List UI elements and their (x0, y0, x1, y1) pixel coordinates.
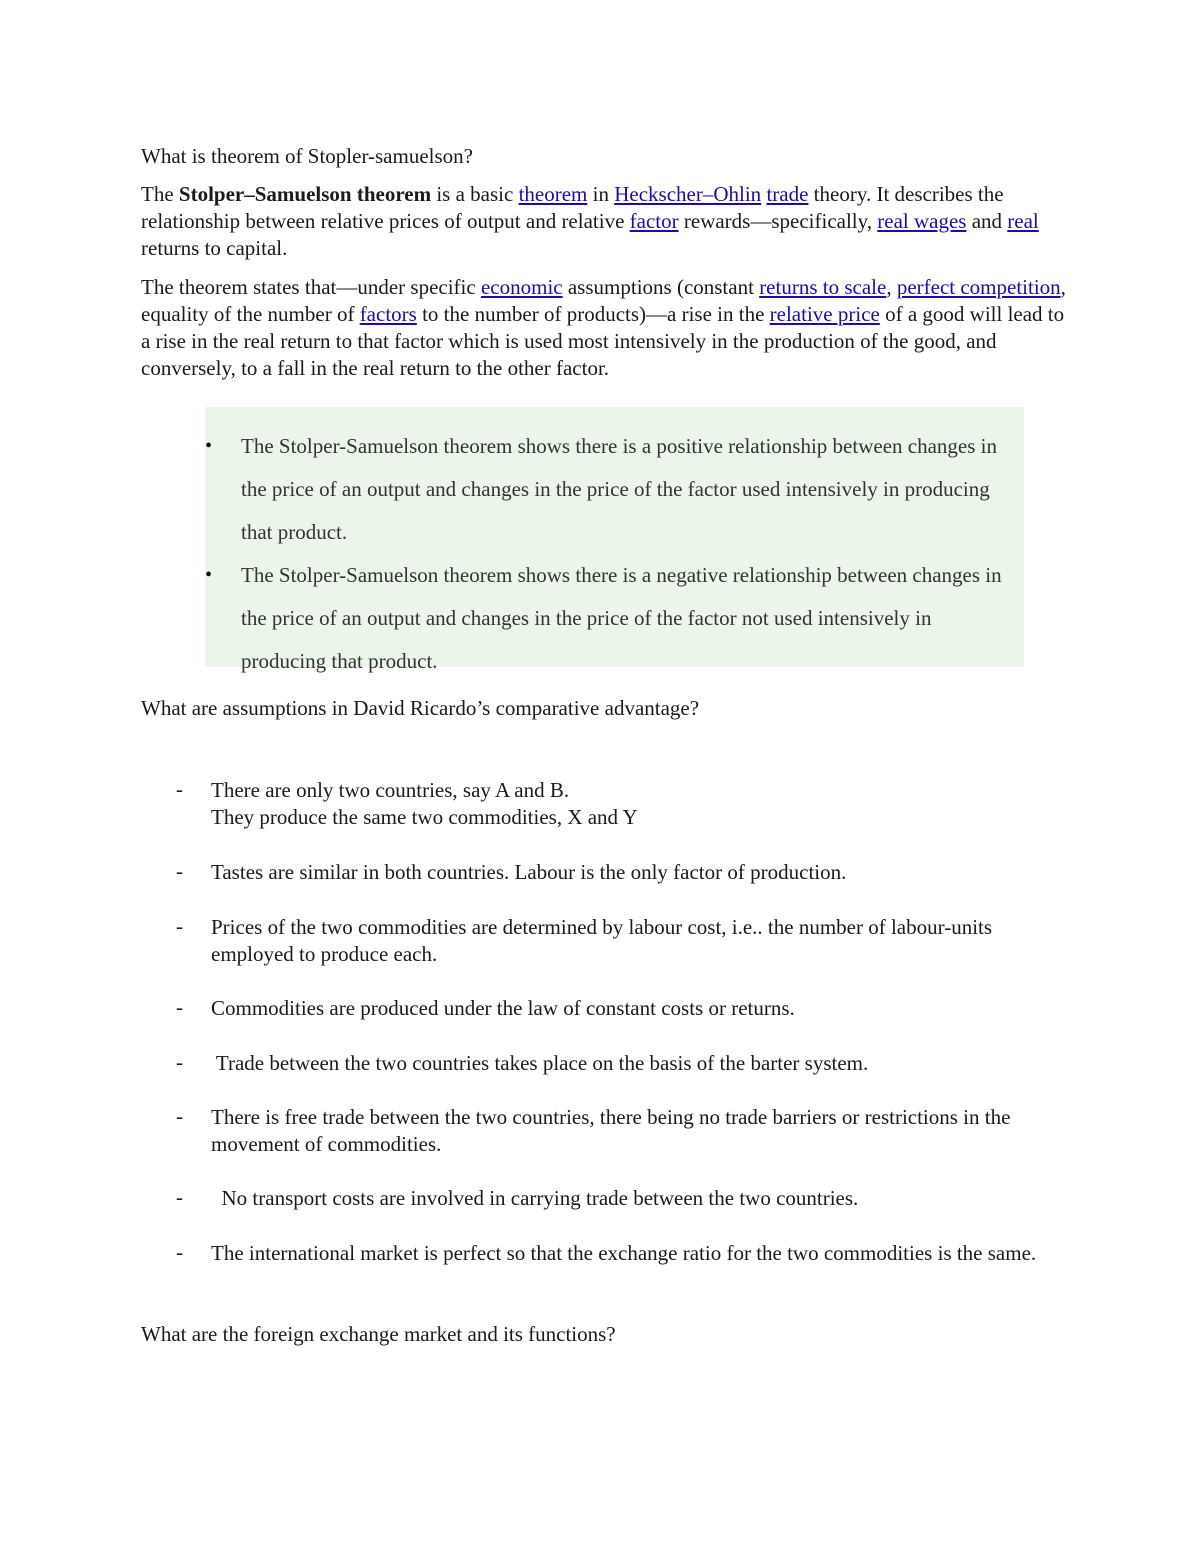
link-real-wages[interactable]: real wages (877, 209, 967, 233)
bullet-icon: • (205, 564, 213, 586)
document-page: What is theorem of Stopler-samuelson? The Stolper–Samuelson theorem is a basic theorem in Heckscher–Ohlin trade theory. It describes the relationship between relative prices of output and relative factor rewards—specifically, real wages and real returns to capital. The theorem states that—under specific economic assumptions (constant returns to scale, perfect competition, equality of the number of factors to the number of products)—a rise in the relative price of a good will lead to a rise in the real return to that factor which is used most intensively in the production of the good, and conversely, to a fall in the real return to the other factor. • The Stolper-Samuelson theorem shows there is a positive relationship between changes in the price of an output and changes in the price of the factor used intensively in producing that product. • The Stolper-Samuelson theorem shows there is a negative relationship between changes in the price of an output and changes in the price of the factor not used intensively in producing that product. What are assumptions in David Ricardo’s comparative advantage? - There are only two countries, say A and B. They produce the same two commodities, X and Y - Tastes are similar in both countries. Labour is the only factor of production. - Prices of the two commodities are determined by labour cost, i.e.. the number of labour-units employed to produce each. - Commodities are produced under the law of constant costs or returns. - Trade between the two countries takes place on the basis of the barter system. - There is free trade between the two countries, there being no trade barriers or restrictions in the movement of commodities. - No transport costs are involved in carrying trade between the two countries. - The international market is perfect so that the exchange ratio for the two commodities is the same. What are the foreign exchange market and its functions? (141, 144, 1066, 1346)
dash-marker: - (176, 1185, 183, 1209)
link-real[interactable]: real (1007, 209, 1039, 233)
bold-term: Stolper–Samuelson theorem (178, 182, 432, 206)
paragraph-theorem-statement: The theorem states that—under specific economic assumptions (constant returns to scale, perfect competition, equality of the number of factors to the number of products)—a rise in the relative price of a good will lead to a rise in the real return to that factor which is used most intensively in the production of the good, and conversely, to a fall in the real return to the other factor. (141, 275, 1066, 380)
question-foreign-exchange: What are the foreign exchange market and its functions? (141, 1322, 616, 1346)
link-returns-to-scale[interactable]: returns to scale (759, 275, 887, 299)
link-economic[interactable]: economic (480, 275, 563, 299)
link-trade[interactable]: trade (766, 182, 809, 206)
question-stolper-samuelson: What is theorem of Stopler-samuelson? (141, 144, 473, 168)
dash-marker: - (176, 859, 183, 883)
link-heckscher-ohlin[interactable]: Heckscher–Ohlin (614, 182, 762, 206)
link-perfect-competition[interactable]: perfect competition (896, 275, 1061, 299)
dash-marker: - (176, 914, 183, 938)
link-factor[interactable]: factor (629, 209, 679, 233)
highlight-box (205, 407, 1024, 673)
dash-marker: - (176, 777, 183, 801)
link-theorem[interactable]: theorem (518, 182, 588, 206)
dash-marker: - (176, 995, 183, 1019)
bullet-icon: • (205, 435, 213, 457)
link-factors[interactable]: factors (359, 302, 417, 326)
dash-marker: - (176, 1050, 183, 1074)
bullet-item: • The Stolper-Samuelson theorem shows there is a positive relationship between changes in the price of an output and changes in the price of the factor used intensively in producing that product. (205, 425, 1005, 554)
paragraph-definition: The Stolper–Samuelson theorem is a basic theorem in Heckscher–Ohlin trade theory. It describes the relationship between relative prices of output and relative factor rewards—specifically, real wages and real returns to capital. (141, 182, 1039, 260)
bullet-item: • The Stolper-Samuelson theorem shows there is a negative relationship between changes in the price of an output and changes in the price of the factor not used intensively in producing that product. (205, 554, 1005, 683)
dash-marker: - (176, 1104, 183, 1128)
question-ricardo: What are assumptions in David Ricardo’s comparative advantage? (141, 696, 700, 720)
link-relative-price[interactable]: relative price (769, 302, 880, 326)
bullet-list (205, 425, 1005, 683)
dash-marker: - (176, 1240, 183, 1264)
